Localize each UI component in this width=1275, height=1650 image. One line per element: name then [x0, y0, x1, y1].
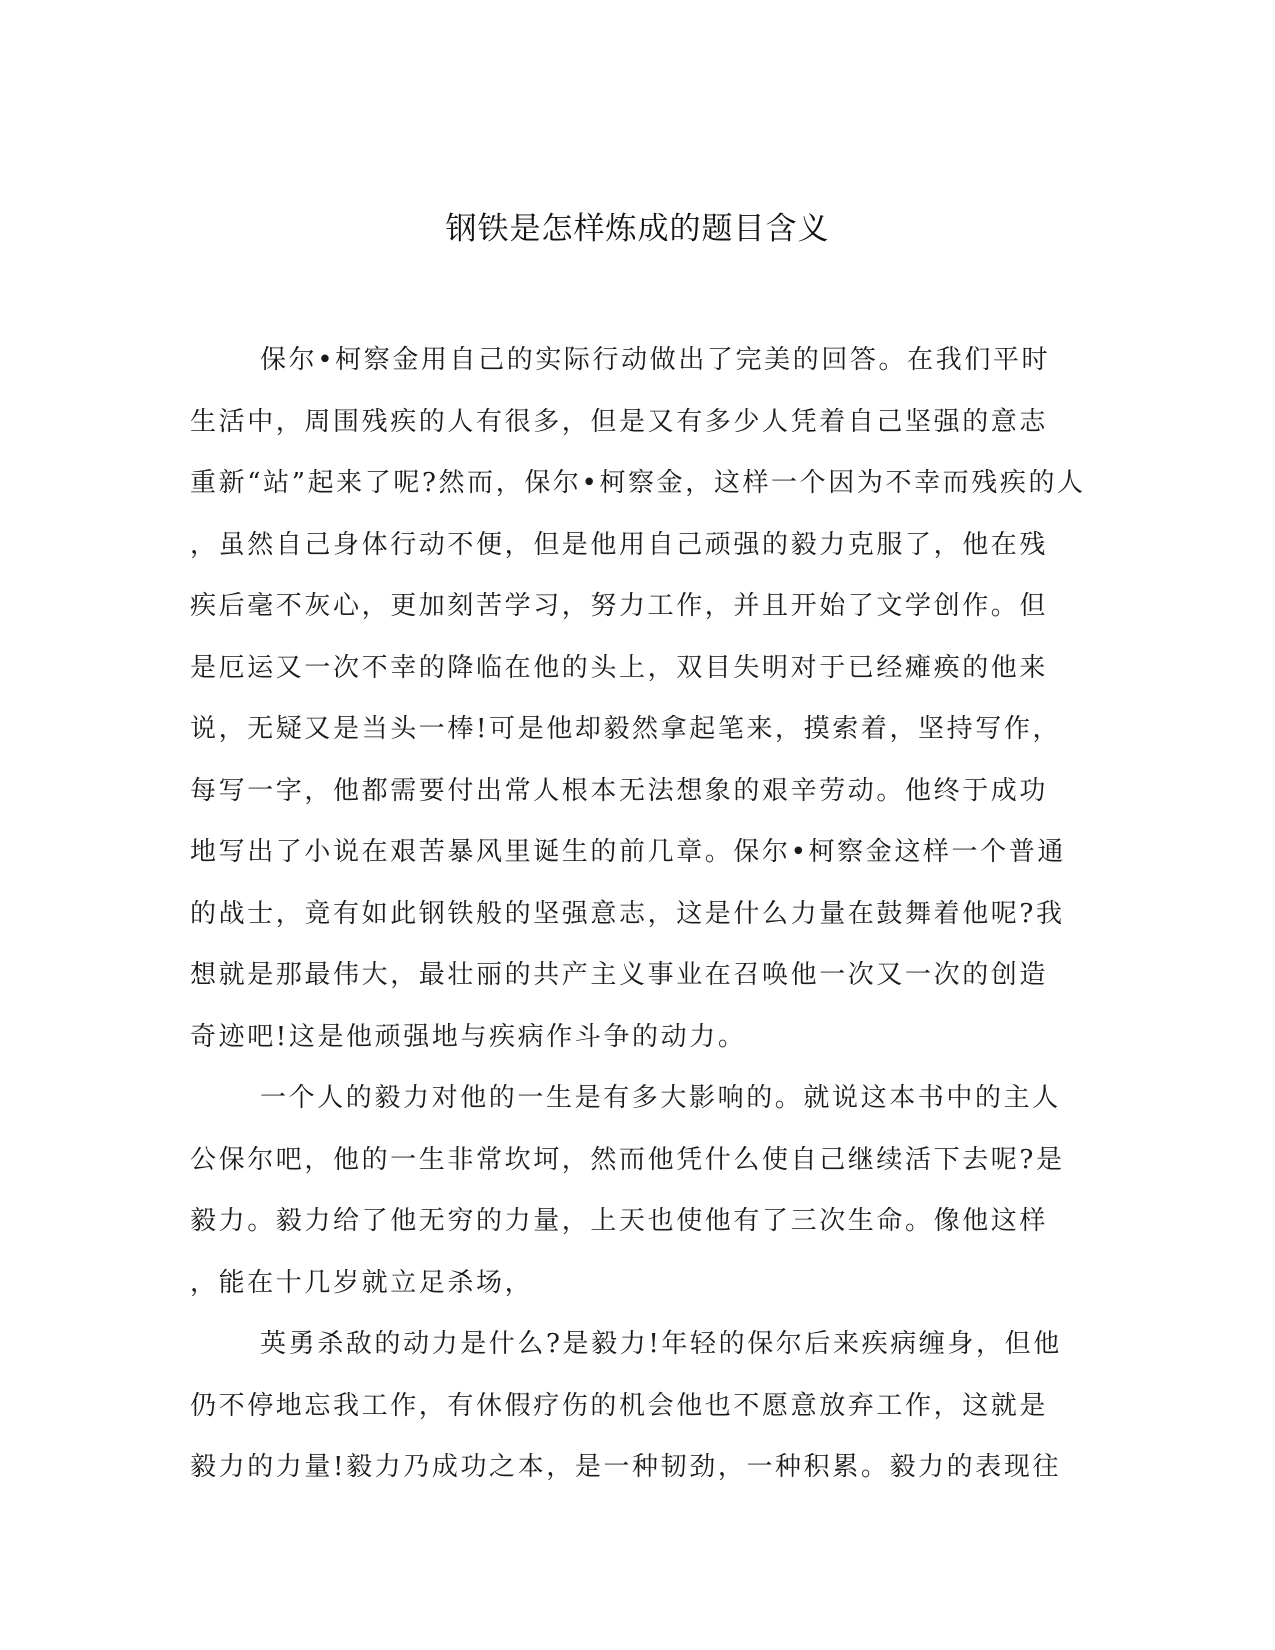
text-line: 仍不停地忘我工作，有休假疗伤的机会他也不愿意放弃工作，这就是 — [190, 1390, 1049, 1421]
text-line: 的战士，竟有如此钢铁般的坚强意志，这是什么力量在鼓舞着他呢?我 — [190, 898, 1065, 929]
text-line: 疾后毫不灰心，更加刻苦学习，努力工作，并且开始了文学创作。但 — [190, 591, 1049, 621]
text-line: 公保尔吧，他的一生非常坎坷，然而他凭什么使自己继续活下去呢?是 — [190, 1144, 1065, 1175]
document-body — [190, 330, 1086, 1499]
text-line: 毅力。毅力给了他无穷的力量，上天也使他有了三次生命。像他这样 — [190, 1206, 1049, 1236]
text-line: 一个人的毅力对他的一生是有多大影响的。就说这本书中的主人 — [260, 1083, 1061, 1113]
text-line: 重新“站”起来了呢?然而，保尔•柯察金，这样一个因为不幸而残疾的人 — [190, 468, 1086, 498]
text-line: 英勇杀敌的动力是什么?是毅力!年轻的保尔后来疾病缠身，但他 — [260, 1329, 1062, 1359]
text-line: 每写一字，他都需要付出常人根本无法想象的艰辛劳动。他终于成功 — [190, 775, 1049, 806]
text-line: 毅力的力量!毅力乃成功之本，是一种韧劲，一种积累。毅力的表现往 — [190, 1452, 1062, 1482]
text-line: 说，无疑又是当头一棒!可是他却毅然拿起笔来，摸索着，坚持写作， — [190, 714, 1062, 744]
text-line: 保尔•柯察金用自己的实际行动做出了完美的回答。在我们平时 — [260, 345, 1051, 375]
text-line: 想就是那最伟大，最壮丽的共产主义事业在召唤他一次又一次的创造 — [190, 960, 1049, 990]
text-line: ，能在十几岁就立足杀场， — [190, 1267, 534, 1298]
text-line: 是厄运又一次不幸的降临在他的头上，双目失明对于已经瘫痪的他来 — [190, 652, 1049, 683]
text-line: 奇迹吧!这是他顽强地与疾病作斗争的动力。 — [190, 1021, 747, 1052]
document-title: 钢铁是怎样炼成的题目含义 — [445, 211, 830, 247]
text-line: ，虽然自己身体行动不便，但是他用自己顽强的毅力克服了，他在残 — [190, 529, 1049, 560]
text-line: 生活中，周围残疾的人有很多，但是又有多少人凭着自己坚强的意志 — [190, 406, 1049, 437]
text-line: 地写出了小说在艰苦暴风里诞生的前几章。保尔•柯察金这样一个普通 — [190, 837, 1066, 867]
